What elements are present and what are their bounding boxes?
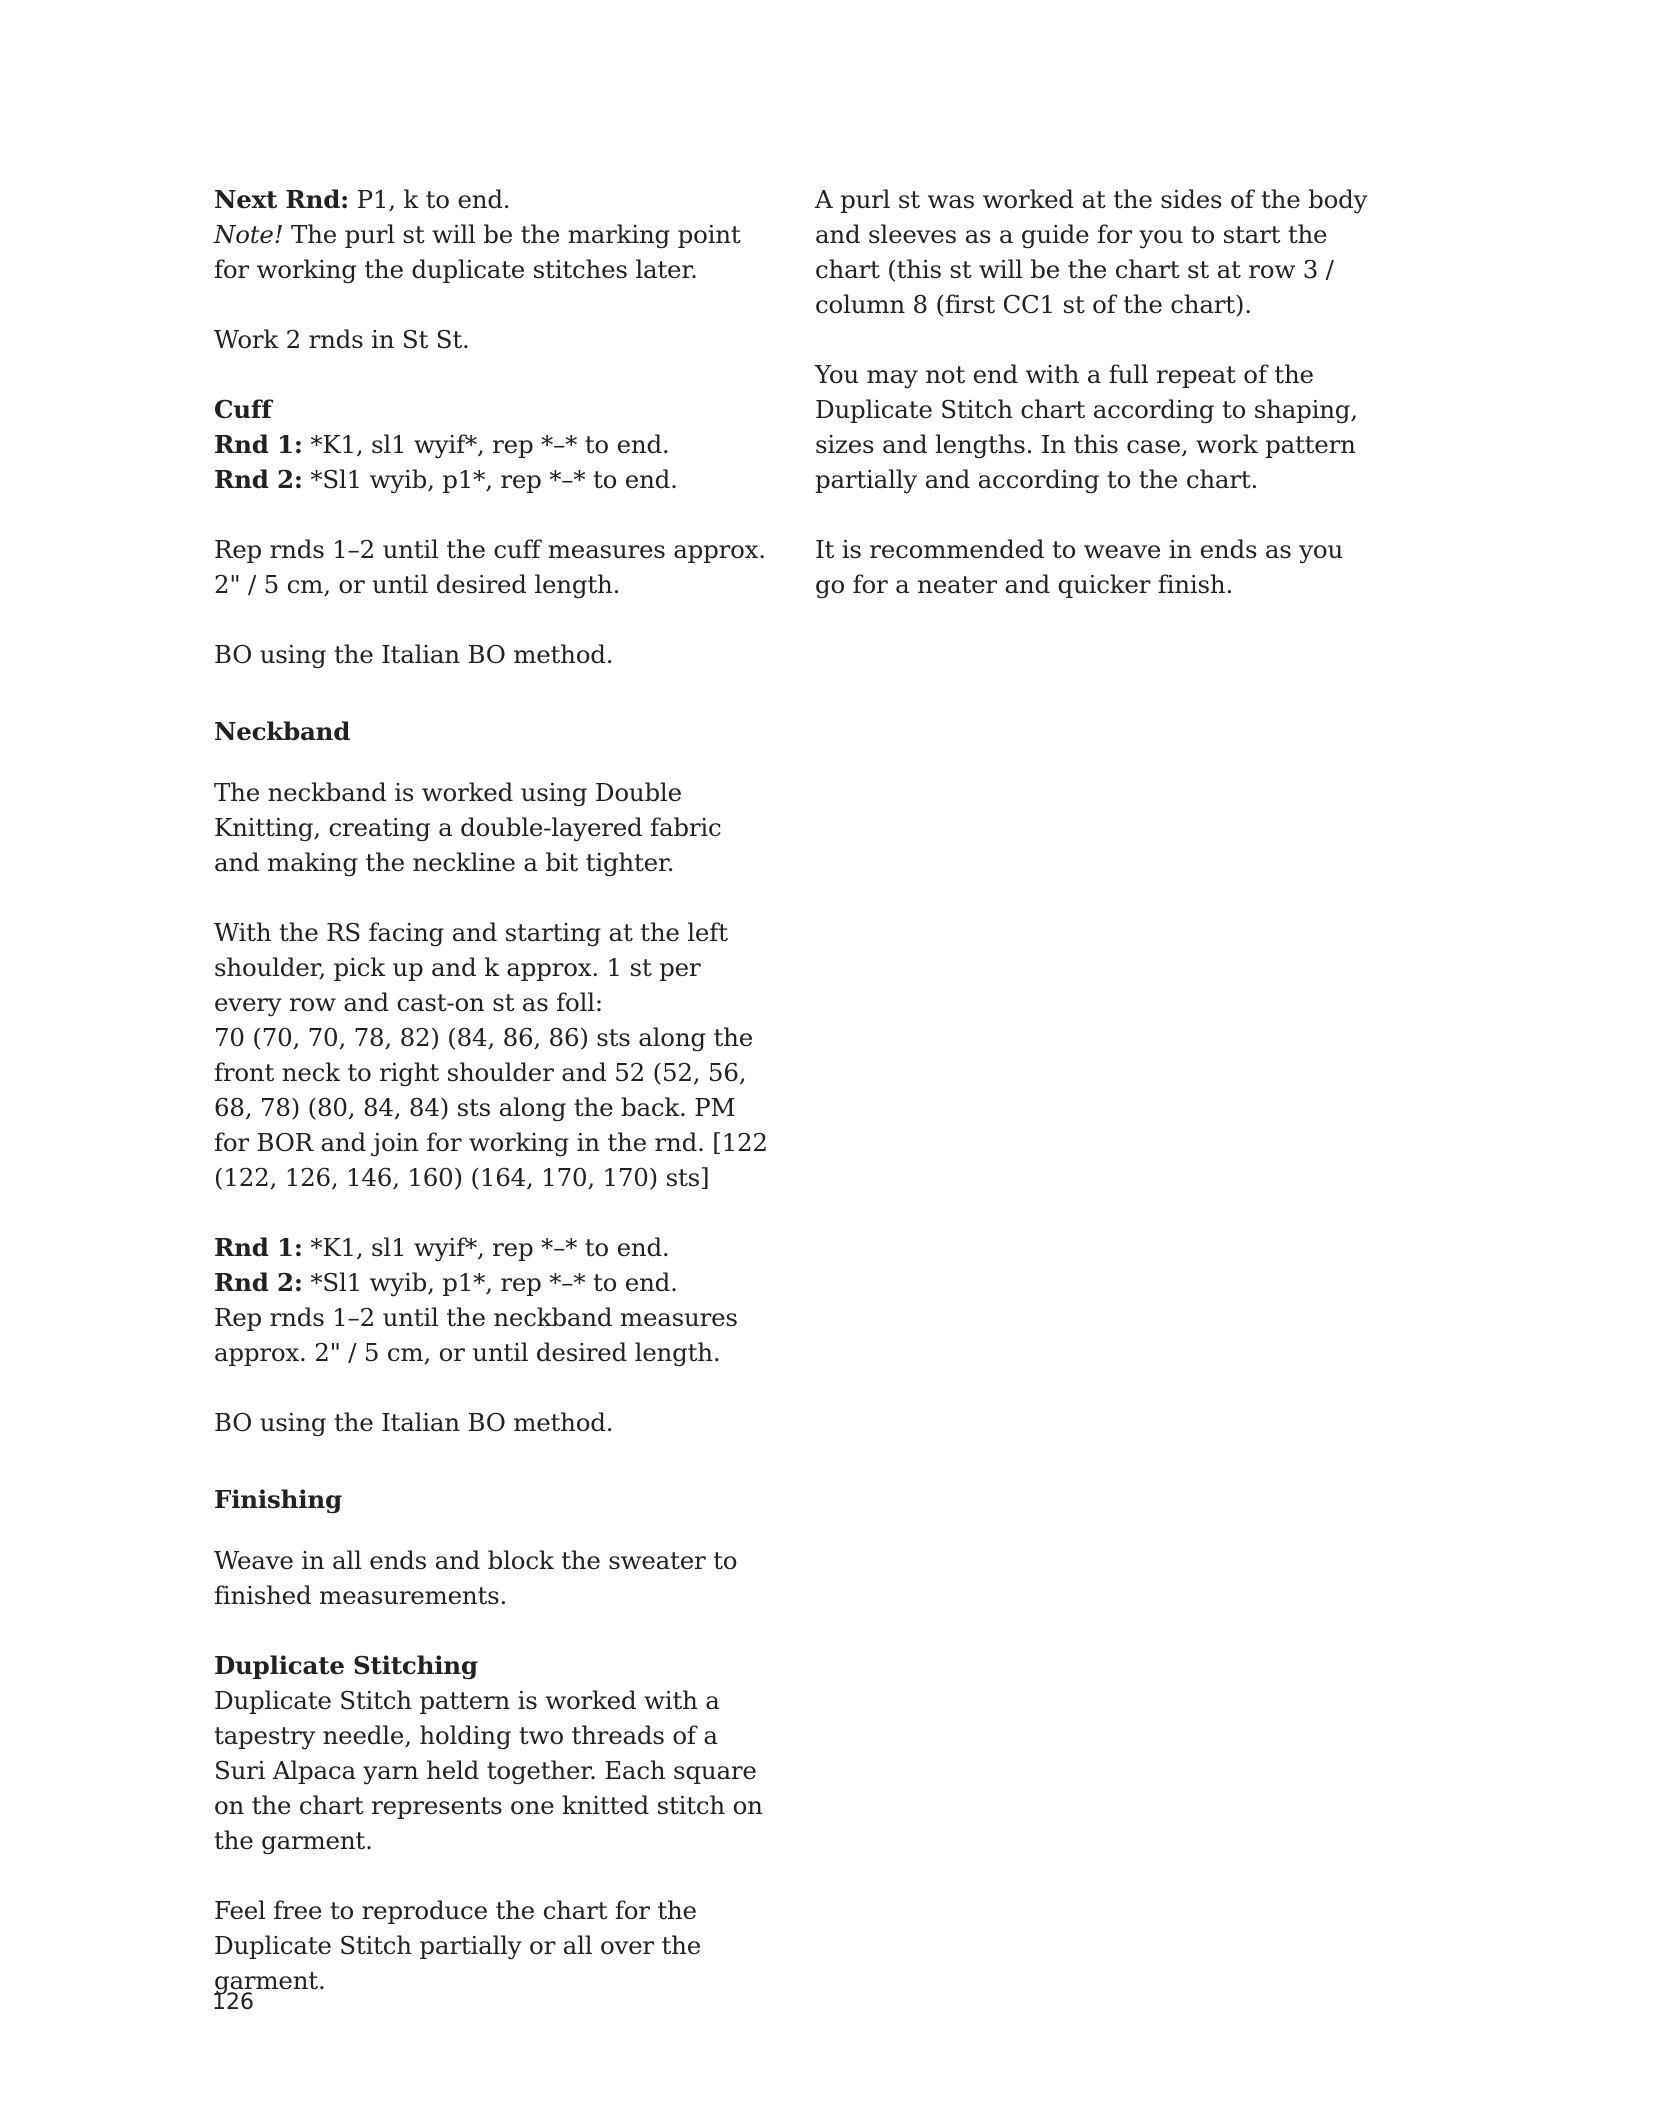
neckband-pickup-text: With the RS facing and starting at the left shoulder, pick up and k approx. 1 st per every row and cast-on st as foll: xyxy=(214,918,728,1017)
cuff-rnd2 xyxy=(214,462,774,497)
right-para-2: You may not end with a full repeat of the Duplicate Stitch chart according to shaping, sizes and lengths. In this case, work pattern partially and according to the chart. xyxy=(815,360,1358,494)
neckband-rnd1-label: Rnd 1: xyxy=(214,1233,303,1262)
duplicate-stitching-text: Duplicate Stitch pattern is worked with a tapestry needle, holding two threads of a Suri Alpaca yarn held together. Each square on the chart represents one knitted stitch on the garment. xyxy=(214,1686,763,1855)
neckband-rnd2-label: Rnd 2: xyxy=(214,1268,303,1297)
neckband-rep-text: Rep rnds 1–2 until the neckband measures approx. 2" / 5 cm, or until desired length. xyxy=(214,1303,738,1367)
note-text: The purl st will be the marking point for working the duplicate stitches later. xyxy=(214,220,741,284)
work-rnds-text: Work 2 rnds in St St. xyxy=(214,325,470,354)
neckband-bo-text: BO using the Italian BO method. xyxy=(214,1408,614,1437)
note-label: Note! xyxy=(214,220,284,249)
next-rnd-text: P1, k to end. xyxy=(348,185,511,214)
neckband-pickup xyxy=(214,915,774,1195)
reproduce-chart-text: Feel free to reproduce the chart for the Duplicate Stitch partially or all over the garment. xyxy=(214,1896,702,1995)
neckband-rounds xyxy=(214,1230,774,1370)
next-rnd-label: Next Rnd: xyxy=(214,185,349,214)
cuff-section xyxy=(214,392,774,672)
neckband-rnd1-text: *K1, sl1 wyif*, rep *–* to end. xyxy=(302,1233,670,1262)
neckband-stitch-counts: 70 (70, 70, 78, 82) (84, 86, 86) sts along the front neck to right shoulder and 52 (52, 56, 68, 78) (80, 84, 84) sts along the back. PM for BOR and join for working in the rnd. [122 (122, 126, 146, 160) (164, 170, 170) sts] xyxy=(214,1023,768,1192)
neckband-rnd2-text: *Sl1 wyib, p1*, rep *–* to end. xyxy=(302,1268,678,1297)
finishing-text: Weave in all ends and block the sweater to finished measurements. xyxy=(214,1546,738,1610)
page-number: 126 xyxy=(212,1990,254,2015)
cuff-bo-text: BO using the Italian BO method. xyxy=(214,640,614,669)
finishing-heading: Finishing xyxy=(214,1485,342,1514)
neckband-intro: The neckband is worked using Double Knitting, creating a double-layered fabric and making the neckline a bit tighter. xyxy=(214,778,722,877)
next-rnd-block xyxy=(214,182,774,287)
duplicate-stitching-heading: Duplicate Stitching xyxy=(214,1651,478,1680)
neckband-heading: Neckband xyxy=(214,717,351,746)
right-column xyxy=(815,182,1375,637)
cuff-heading: Cuff xyxy=(214,395,272,424)
cuff-rnd1-label: Rnd 1: xyxy=(214,430,303,459)
cuff-rnd1 xyxy=(214,427,774,462)
cuff-rnd2-text: *Sl1 wyib, p1*, rep *–* to end. xyxy=(302,465,678,494)
right-para-1: A purl st was worked at the sides of the body and sleeves as a guide for you to start the chart (this st will be the chart st at row 3 / column 8 (first CC1 st of the chart). xyxy=(815,185,1368,319)
neckband-section xyxy=(214,714,774,1440)
left-column xyxy=(214,182,774,2033)
finishing-section xyxy=(214,1482,774,1998)
cuff-rep-text: Rep rnds 1–2 until the cuff measures approx. 2" / 5 cm, or until desired length. xyxy=(214,535,766,599)
cuff-rnd2-label: Rnd 2: xyxy=(214,465,303,494)
cuff-rnd1-text: *K1, sl1 wyif*, rep *–* to end. xyxy=(302,430,670,459)
right-para-3: It is recommended to weave in ends as you go for a neater and quicker finish. xyxy=(815,535,1344,599)
